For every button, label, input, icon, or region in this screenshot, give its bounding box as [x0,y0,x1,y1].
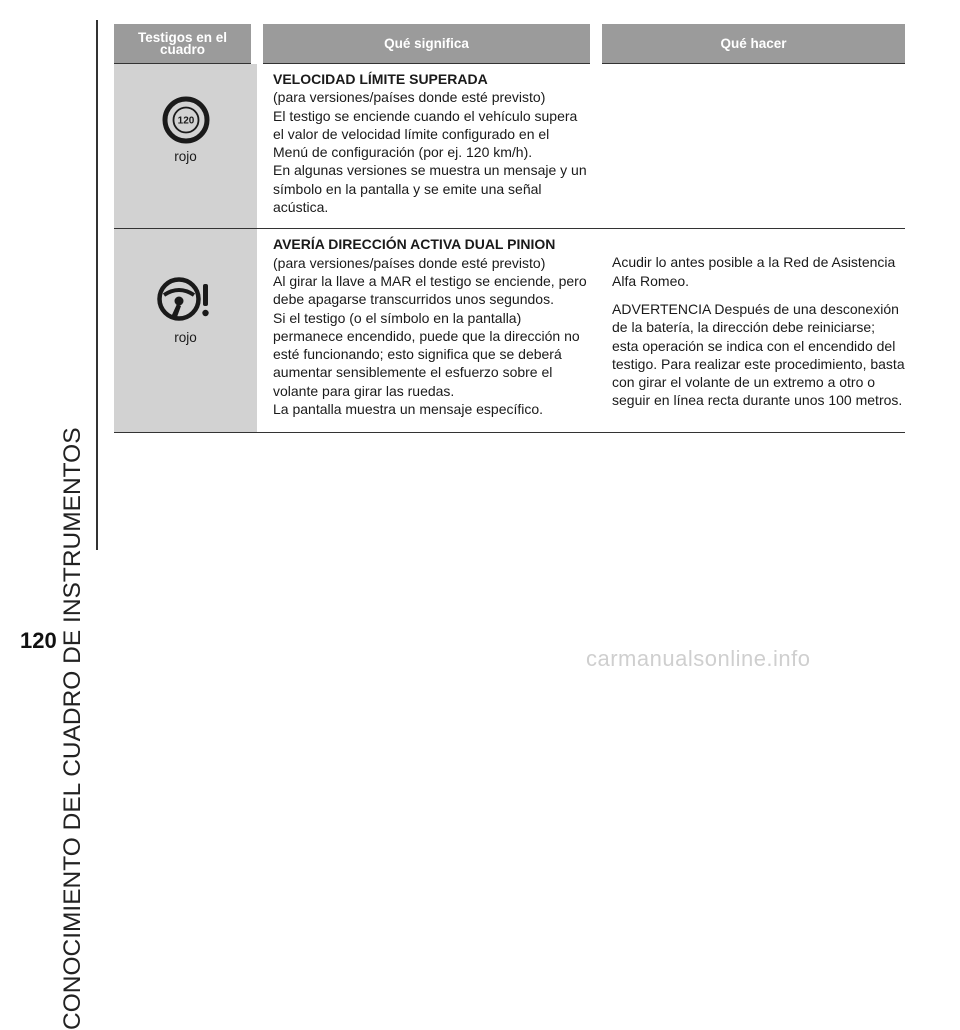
svg-text:120: 120 [177,115,194,127]
table-header-row [114,24,905,64]
meaning-line: el valor de velocidad límite configurado en el [273,125,550,142]
meaning-line: acústica. [273,199,329,216]
meaning-line: símbolo en la pantalla y se emite una señal [273,180,542,197]
meaning-line: aumentar sensiblemente el esfuerzo sobre el [273,364,553,381]
advertencia-text: ADVERTENCIA Después de una desconexión de la batería, la dirección debe reiniciarse; esta operación se indica con el encendido del testigo. Para realizar este procedimiento, basta con girar el volante de un extremo a otro o seguir en línea recta durante unos 100 metros. [612,300,905,409]
icon-cell [114,229,257,432]
meaning-line: permanece encendido, puede que la dirección no [273,327,580,344]
page-number: 120 [20,628,57,653]
table-row [114,64,905,229]
meaning-line: La pantalla muestra un mensaje específico. [273,401,544,418]
meaning-line: (para versiones/países donde esté previsto) [273,254,546,271]
warning-title: VELOCIDAD LÍMITE SUPERADA [273,71,488,87]
chapter-title: CONOCIMIENTO DEL CUADRO DE INSTRUMENTOS [59,427,86,1030]
action-cell [596,64,905,229]
meaning-cell [257,64,596,229]
color-label: rojo [174,149,197,164]
warning-title: AVERÍA DIRECCIÓN ACTIVA DUAL PINION [273,236,556,253]
meaning-line: En algunas versiones se muestra un mensaje y un [273,162,587,179]
meaning-line: (para versiones/países donde esté previsto) [273,89,546,106]
action-text: Acudir lo antes posible a la Red de Asistencia Alfa Romeo. [612,254,896,289]
meaning-line: Al girar la llave a MAR el testigo se enciende, pero [273,272,587,289]
icon-cell [114,64,257,229]
header-warning-lights: Testigos en el cuadro [114,24,257,64]
watermark: carmanualsonline.info [586,646,811,671]
chapter-rule [96,20,98,550]
action-cell [596,229,905,432]
header-meaning: Qué significa [257,24,596,64]
speed-limit-120-icon [162,96,210,144]
header-action: Qué hacer [596,24,905,64]
meaning-cell [257,229,596,432]
meaning-line: volante para girar las ruedas. [273,382,455,399]
warning-lights-table [114,24,905,433]
meaning-line: debe apagarse transcurridos unos segundos. [273,291,554,308]
meaning-line: esté funcionando; esto significa que se deberá [273,346,562,363]
meaning-line: Si el testigo (o el símbolo en la pantalla) [273,309,522,326]
color-label: rojo [174,330,197,346]
steering-fault-icon [157,273,215,325]
table-row [114,229,905,432]
meaning-line: Menú de configuración (por ej. 120 km/h). [273,144,533,161]
meaning-line: El testigo se enciende cuando el vehículo supera [273,107,578,124]
